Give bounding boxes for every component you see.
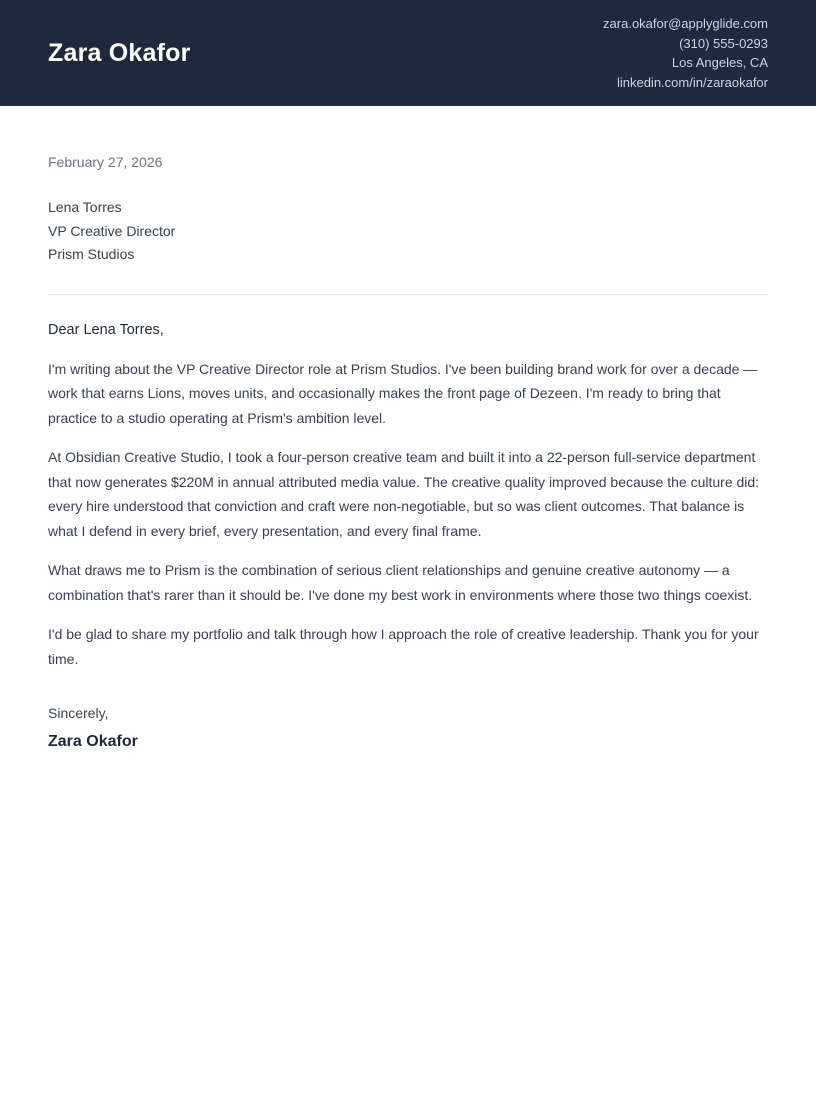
letter-paragraph: At Obsidian Creative Studio, I took a four-person creative team and built it into a 22-person full-service department that now generates $220M in annual attributed media value. The creative quality improved because the culture did: every hire understood that conviction and craft were non-negotiable, but so was client outcomes. That balance is what I defend in every brief, every presentation, and every final frame. <box>48 449 760 539</box>
contact-block <box>603 14 768 92</box>
letter-date: February 27, 2026 <box>48 154 163 170</box>
contact-linkedin: linkedin.com/in/zaraokafor <box>616 74 768 90</box>
contact-location: Los Angeles, CA <box>671 55 768 70</box>
signature-name: Zara Okafor <box>48 733 138 750</box>
recipient-block <box>48 196 768 267</box>
recipient-name: Lena Torres <box>48 199 122 215</box>
candidate-name: Zara Okafor <box>48 38 191 67</box>
contact-phone: (310) 555-0293 <box>679 35 768 51</box>
page-header <box>0 0 816 106</box>
letter-paragraph: What draws me to Prism is the combination of serious client relationships and genuine creative autonomy — a combination that's rarer than it should be. I've done my best work in environments where those two things coexist. <box>48 562 753 603</box>
salutation: Dear Lena Torres, <box>48 321 164 338</box>
recipient-company: Prism Studios <box>48 246 135 262</box>
letter-body <box>0 152 816 754</box>
contact-email: zara.okafor@applyglide.com <box>603 16 768 31</box>
recipient-title: VP Creative Director <box>48 222 176 239</box>
divider <box>48 294 768 295</box>
closing: Sincerely, <box>48 705 109 721</box>
letter-paragraph: I'd be glad to share my portfolio and talk through how I approach the role of creative leadership. Thank you for your time. <box>48 626 759 667</box>
letter-paragraph: I'm writing about the VP Creative Director role at Prism Studios. I've been building brand work for over a decade — work that earns Lions, moves units, and occasionally makes the front page of Dezeen. I'm ready to bring that practice to a studio operating at Prism's ambition level. <box>48 360 758 426</box>
